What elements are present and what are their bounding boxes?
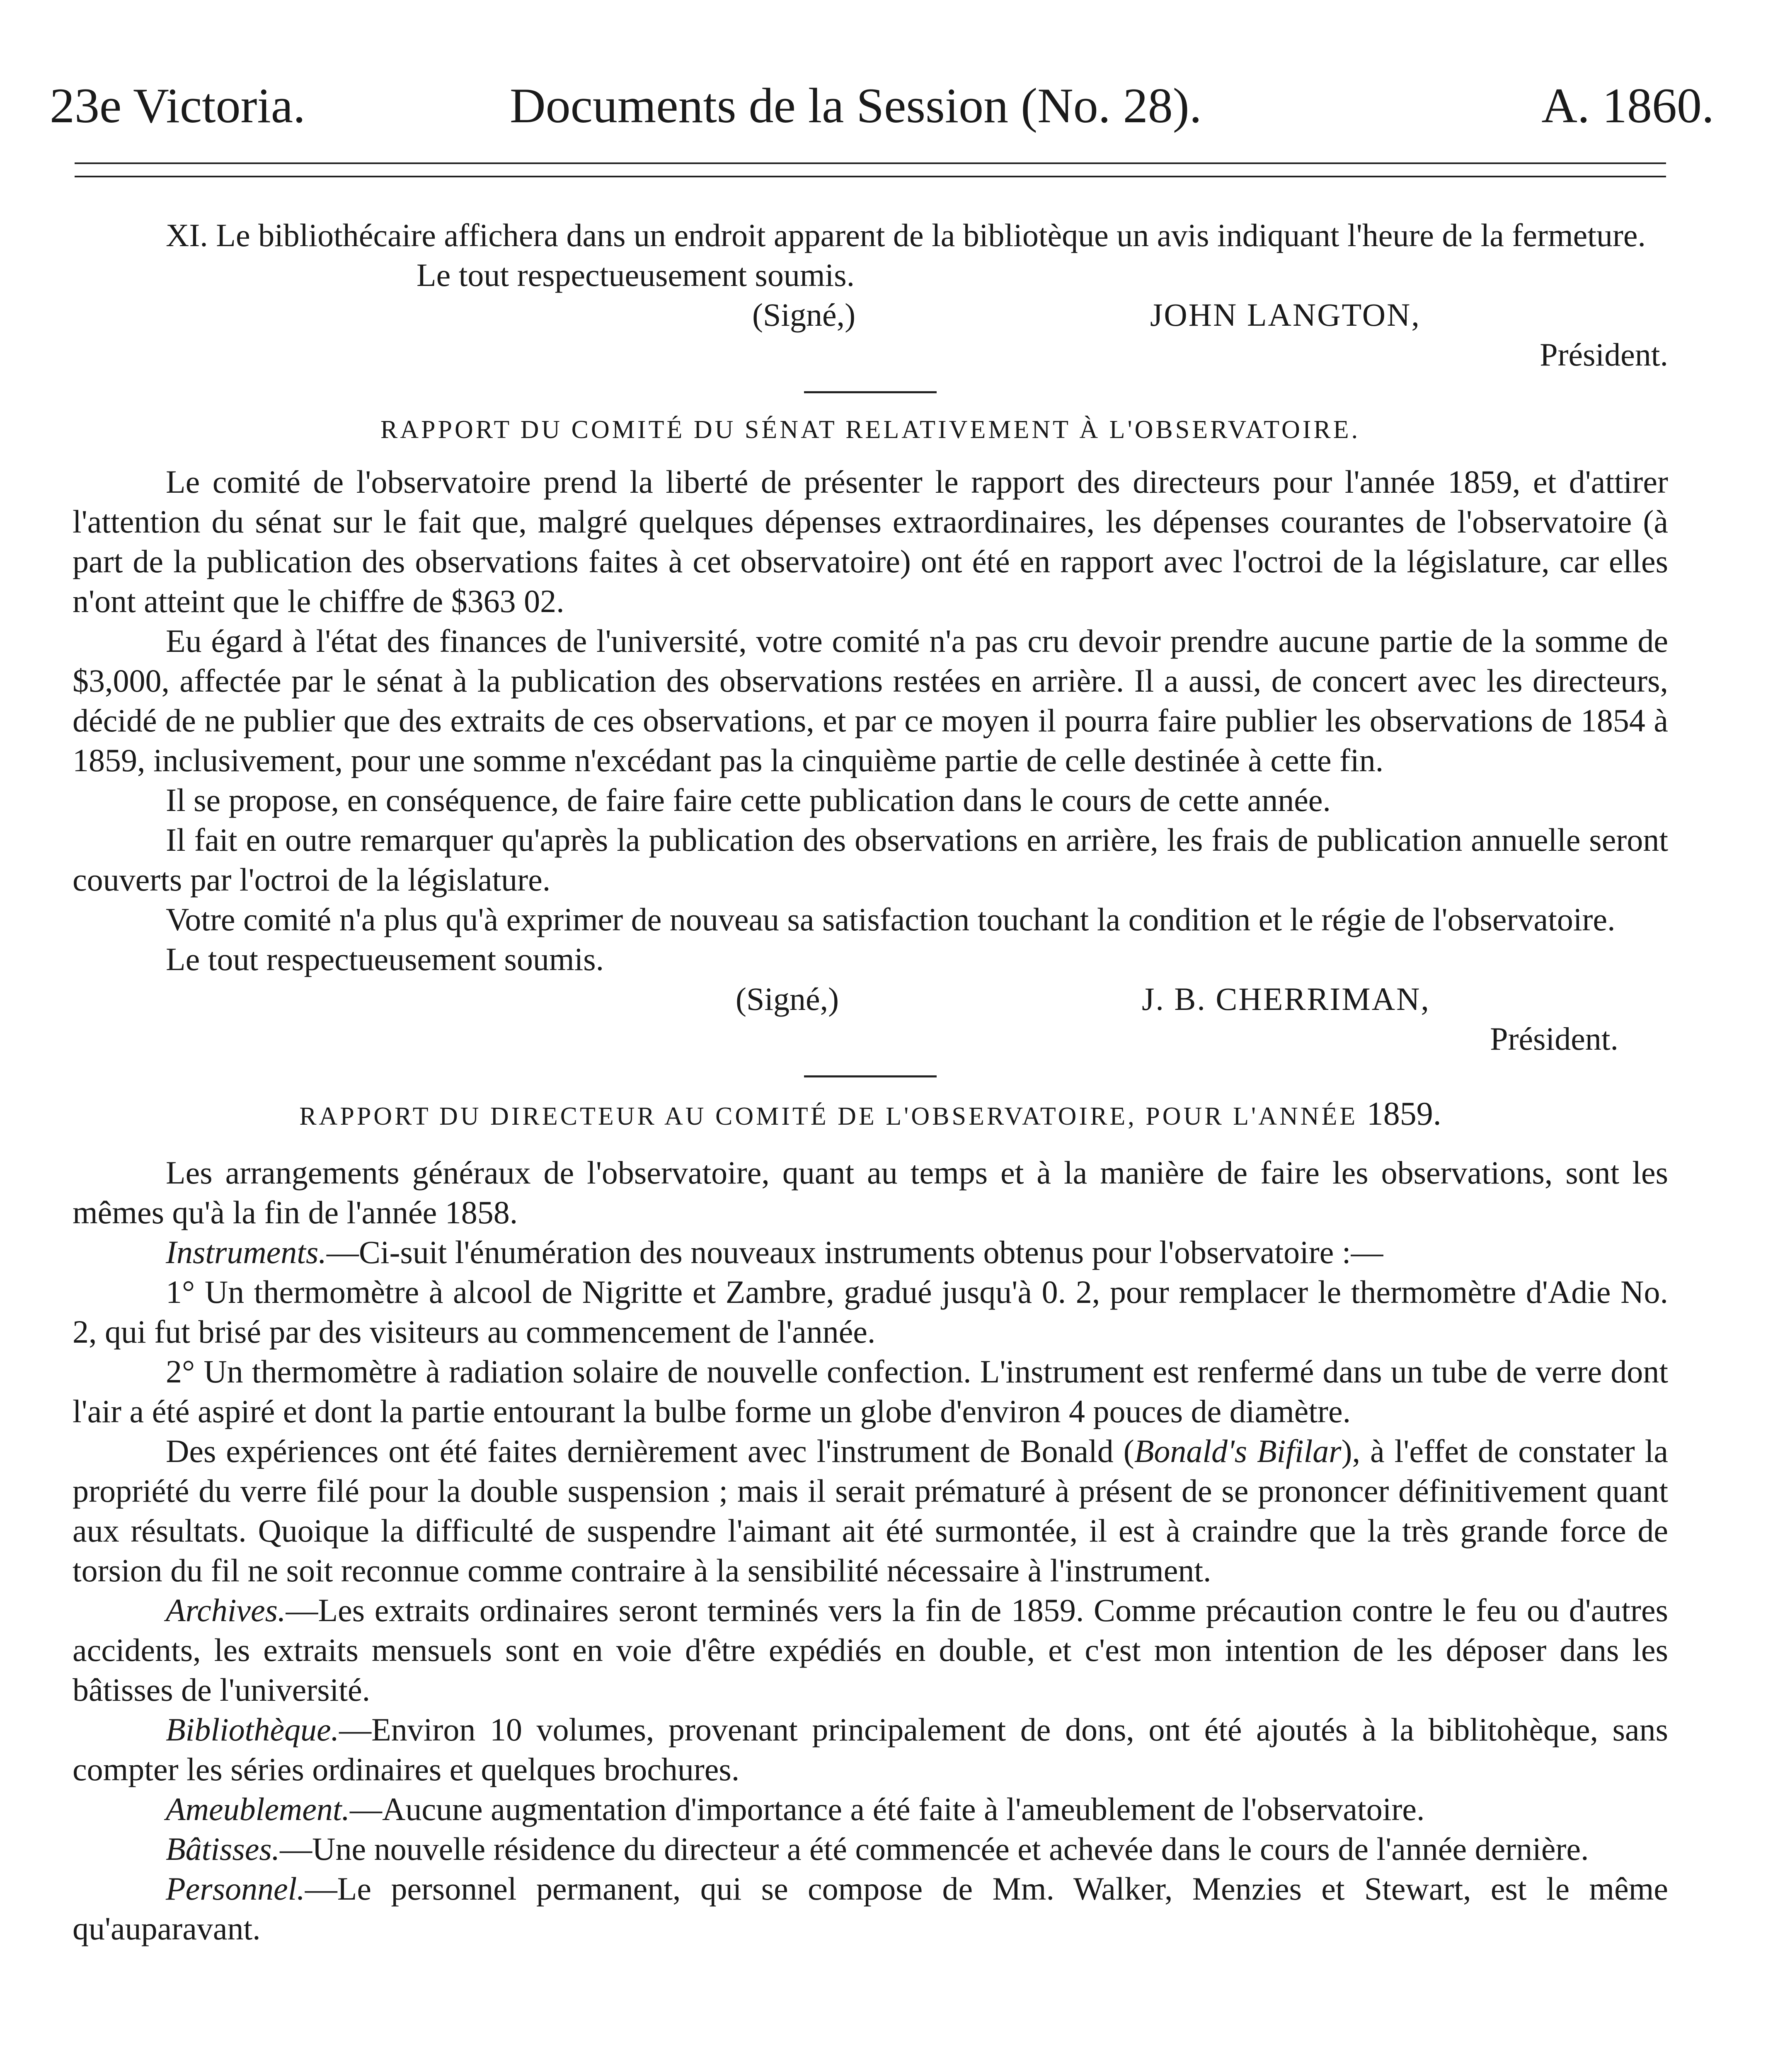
- bonald-italic: Bonald's Bifilar: [1134, 1433, 1342, 1469]
- personnel-label: Personnel.: [166, 1871, 305, 1907]
- paragraph-item-2: 2° Un thermomètre à radiation solaire de nouvelle confection. L'instrument est renfermé dans un tube de verre dont l'air a été aspiré et dont la partie entourant la bulbe forme un globe d'environ 4 pouces de diamètre.: [73, 1353, 1668, 1429]
- archives-text: —Les extraits ordinaires seront terminés vers la fin de 1859. Comme précaution contre le feu ou d'autres accidents, les extraits mensuels sont en voie d'être expédiés en double, et c'est mon intention de les déposer dans les bâtisses de l'université.: [73, 1592, 1668, 1708]
- paragraph-instruments: [73, 1232, 1668, 1272]
- bibliotheque-label: Bibliothèque.: [166, 1711, 339, 1748]
- paragraph-personnel: [73, 1869, 1668, 1949]
- section-heading-text: RAPPORT DU DIRECTEUR AU COMITÉ DE L'OBSERVATOIRE, POUR L'ANNÉE: [299, 1102, 1358, 1130]
- ameublement-label: Ameublement.: [166, 1791, 350, 1827]
- closing-line: Le tout respectueusement soumis.: [166, 941, 604, 977]
- paragraph-bibliotheque: [73, 1710, 1668, 1789]
- archives-label: Archives.: [166, 1592, 286, 1628]
- running-header: [50, 75, 1714, 137]
- section-heading-year: 1859.: [1366, 1096, 1441, 1132]
- header-rule-thick: [75, 176, 1666, 177]
- bonald-text-b: ), à l'effet de constater la propriété du verre filé pour la double suspension ; mais il serait prématuré à présent de se prononcer définitivement quant aux résultats. Quoique la difficulté de suspendre l'aimant ait été surmontée, il est à craindre que la très grande force de torsion du fil ne soit reconnue comme contraire à la sensibilité nécessaire à l'instrument.: [73, 1433, 1668, 1588]
- closing-line: Le tout respectueusement soumis.: [417, 257, 855, 293]
- header-rule-thin: [75, 162, 1666, 164]
- signed-label: (Signé,): [752, 297, 856, 333]
- header-right: A. 1860.: [1541, 78, 1714, 133]
- paragraph-batisses: [73, 1829, 1668, 1869]
- instruments-label: Instruments.: [166, 1234, 327, 1270]
- paragraph-bonald: [73, 1431, 1668, 1590]
- ameublement-text: —Aucune augmentation d'importance a été faite à l'ameublement de l'observatoire.: [350, 1791, 1425, 1827]
- paragraph-item-1: 1° Un thermomètre à alcool de Nigritte et Zambre, gradué jusqu'à 0. 2, pour remplacer le thermomètre d'Adie No. 2, qui fut brisé par des visiteurs au commencement de l'année.: [73, 1274, 1668, 1350]
- header-left: 23e Victoria.: [50, 78, 306, 133]
- paragraph-ameublement: [73, 1789, 1668, 1829]
- paragraph: Il se propose, en conséquence, de faire faire cette publication dans le cours de cette année.: [166, 782, 1331, 818]
- signatory-title: Président.: [1540, 336, 1668, 373]
- paragraph: Les arrangements généraux de l'observatoire, quant au temps et à la manière de faire les observations, sont les mêmes qu'à la fin de l'année 1858.: [73, 1155, 1668, 1230]
- instruments-text: —Ci-suit l'énumération des nouveaux instruments obtenus pour l'observatoire :—: [326, 1234, 1383, 1270]
- section-heading: [73, 1094, 1668, 1136]
- paragraph: Votre comité n'a plus qu'à exprimer de nouveau sa satisfaction touchant la condition et le régie de l'observatoire.: [166, 901, 1615, 937]
- section-heading: RAPPORT DU COMITÉ DU SÉNAT RELATIVEMENT À L'OBSERVATOIRE.: [380, 416, 1361, 444]
- paragraph: Eu égard à l'état des finances de l'université, votre comité n'a pas cru devoir prendre aucune partie de la somme de $3,000, affectée par le sénat à la publication des observations restées en arrière. Il a aussi, de concert avec les directeurs, décidé de ne publier que des extraits de ces observations, et par ce moyen il pourra faire publier les observations de 1854 à 1859, inclusivement, pour une somme n'excédant pas la cinquième partie de celle destinée à cette fin.: [73, 623, 1668, 778]
- signature-row: [73, 295, 1668, 335]
- batisses-label: Bâtisses.: [166, 1831, 280, 1867]
- signatory-name: JOHN LANGTON,: [1150, 297, 1421, 333]
- signature-row: [73, 979, 1668, 1019]
- bonald-text-a: Des expériences ont été faites dernièrement avec l'instrument de Bonald (: [166, 1433, 1134, 1469]
- body-text: [73, 215, 1668, 1949]
- paragraph-archives: [73, 1590, 1668, 1710]
- header-center: Documents de la Session (No. 28).: [510, 78, 1202, 133]
- signatory-title: Président.: [1490, 1021, 1618, 1057]
- batisses-text: —Une nouvelle résidence du directeur a été commencée et achevée dans le cours de l'année dernière.: [280, 1831, 1589, 1867]
- paragraph: Le comité de l'observatoire prend la liberté de présenter le rapport des directeurs pour l'année 1859, et d'attirer l'attention du sénat sur le fait que, malgré quelques dépenses extraordinaires, les dépenses courantes de l'observatoire (à part de la publication des observations faites à cet observatoire) ont été en rapport avec l'octroi de la législature, car elles n'ont atteint que le chiffre de $363 02.: [73, 464, 1668, 619]
- personnel-text: —Le personnel permanent, qui se compose de Mm. Walker, Menzies et Stewart, est le même qu'auparavant.: [73, 1871, 1668, 1946]
- signatory-name: J. B. CHERRIMAN,: [1142, 981, 1430, 1017]
- bibliotheque-text: —Environ 10 volumes, provenant principalement de dons, ont été ajoutés à la biblitohèque, sans compter les séries ordinaires et quelques brochures.: [73, 1711, 1668, 1787]
- signed-label: (Signé,): [736, 981, 839, 1017]
- paragraph: Il fait en outre remarquer qu'après la publication des observations en arrière, les frais de publication annuelle seront couverts par l'octroi de la législature.: [73, 822, 1668, 898]
- paragraph-xi: XI. Le bibliothécaire affichera dans un endroit apparent de la bibliotèque un avis indiquant l'heure de la fermeture.: [166, 217, 1646, 253]
